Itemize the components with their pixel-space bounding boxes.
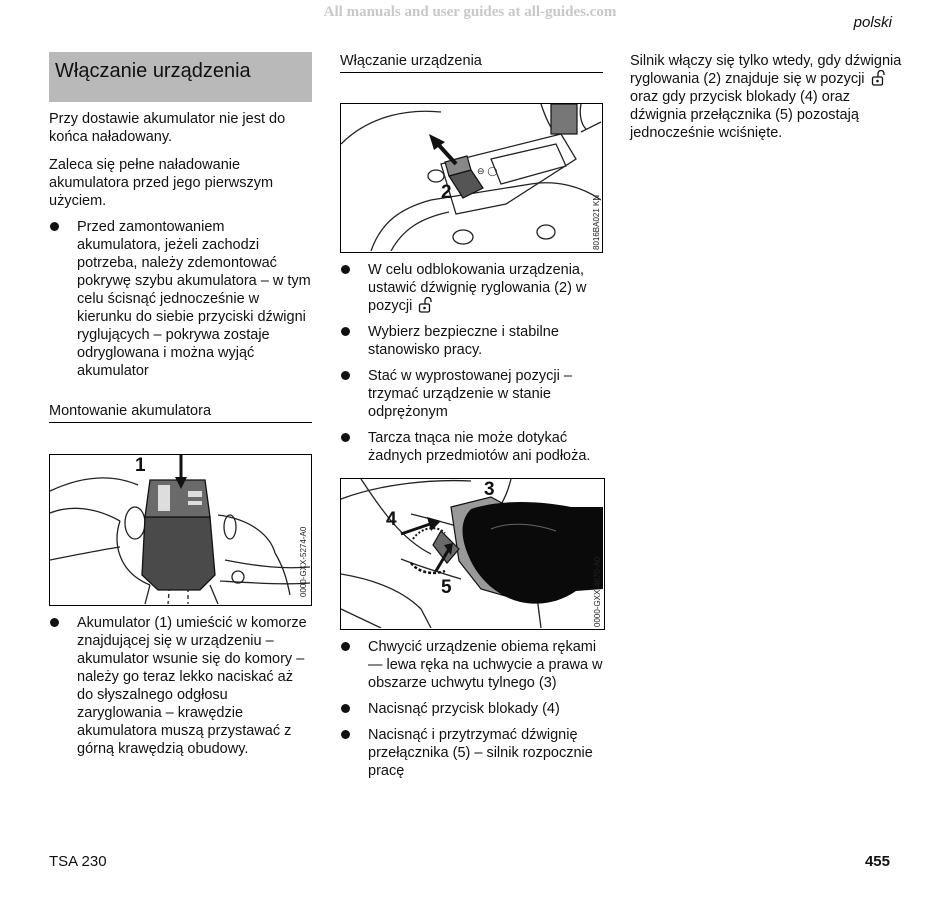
figure-label-5: 5 xyxy=(441,577,452,598)
column-right xyxy=(630,52,905,142)
figure-label-3: 3 xyxy=(484,479,495,500)
paragraph-delivery: Przy dostawie akumulator nie jest do końca naładowany. xyxy=(49,111,286,145)
language-label: polski xyxy=(853,14,892,31)
bullet-lock-button: Nacisnąć przycisk blokady (4) xyxy=(340,700,603,718)
figure-label-4: 4 xyxy=(386,509,397,530)
figure-code: 0000-GXX-5274-A0 xyxy=(299,526,308,597)
bullet-unlock-text: W celu odblokowania urządzenia, ustawić dźwignię ryglowania (2) w pozycji xyxy=(368,262,587,314)
bullet-blade-contact: Tarcza tnąca nie może dotykać żadnych przedmiotów ani podłoża. xyxy=(340,429,603,465)
footer-model: TSA 230 xyxy=(49,853,107,870)
motor-condition-part1: Silnik włączy się tylko wtedy, gdy dźwignia ryglowania (2) znajduje się w pozycji xyxy=(630,53,902,87)
motor-condition-part2: oraz gdy przycisk blokady (4) oraz dźwignia przełącznika (5) pozostają jednocześnie wciśnięte. xyxy=(630,89,859,141)
paragraph-charging: Zaleca się pełne naładowanie akumulatora przed jego pierwszym użyciem. xyxy=(49,157,274,209)
grip-illustration xyxy=(341,479,603,628)
bullet-unlock xyxy=(340,261,603,315)
watermark: All manuals and user guides at all-guides.com xyxy=(323,4,617,20)
figure1-code: 8016BA021 KN xyxy=(592,194,601,250)
figure2-code: 0000-GXX-4670-A0 xyxy=(593,556,602,627)
column-middle xyxy=(340,52,603,780)
heading-switch-on: Włączanie urządzenia xyxy=(340,52,603,73)
figure-label-1: 1 xyxy=(135,455,146,476)
bullet-stand-upright: Stać w wyprostowanej pozycji – trzymać urządzenie w stanie odprężonym xyxy=(340,367,603,421)
figure-label-2: 2 xyxy=(441,182,452,203)
svg-text:⊖ ◯: ⊖ ◯ xyxy=(477,167,498,177)
paragraph-motor-condition xyxy=(630,52,905,142)
bullet-list-4 xyxy=(340,638,603,780)
bullet-remove-cover: Przed zamontowaniem akumulatora, jeżeli zachodzi potrzeba, należy zdemontować pokrywę szybu akumulatora – w tym celu ścisnąć jednocześnie w kierunku do siebie przyciski dźwigni ryglujących – pokrywa zostaje odryglowana i można wyjąć akumulator xyxy=(49,218,312,380)
figure-grip-switch xyxy=(340,478,605,630)
bullet-grip: Chwycić urządzenie obiema rękami — lewa ręka na uchwycie a prawa w obszarze uchwytu tylnego (3) xyxy=(340,638,603,692)
bullet-insert-battery: Akumulator (1) umieścić w komorze znajdującej się w urządzeniu – akumulator wsunie się do komory – należy go teraz lekko naciskać aż do słyszalnego odgłosu zaryglowania – krawędzie akumulatora muszą przystawać z górną krawędzią obudowy. xyxy=(49,614,312,758)
battery-illustration xyxy=(50,455,310,604)
figure-battery-insert xyxy=(49,454,312,606)
unlocked-padlock-icon xyxy=(418,297,432,313)
bullet-stable-position: Wybierz bezpieczne i stabilne stanowisko pracy. xyxy=(340,323,603,359)
figure-unlock-lever xyxy=(340,103,603,253)
column-left xyxy=(49,52,312,758)
lever-illustration xyxy=(341,104,601,251)
section-title: Włączanie urządzenia xyxy=(49,52,312,102)
unlocked-padlock-icon xyxy=(871,70,885,86)
bullet-list-2 xyxy=(49,614,312,758)
bullet-list-3 xyxy=(340,261,603,465)
heading-mount-battery: Montowanie akumulatora xyxy=(49,402,312,423)
page-number: 455 xyxy=(864,853,890,870)
bullet-list-1 xyxy=(49,218,312,380)
bullet-switch-lever: Nacisnąć i przytrzymać dźwignię przełącznika (5) – silnik rozpocznie pracę xyxy=(340,726,603,780)
